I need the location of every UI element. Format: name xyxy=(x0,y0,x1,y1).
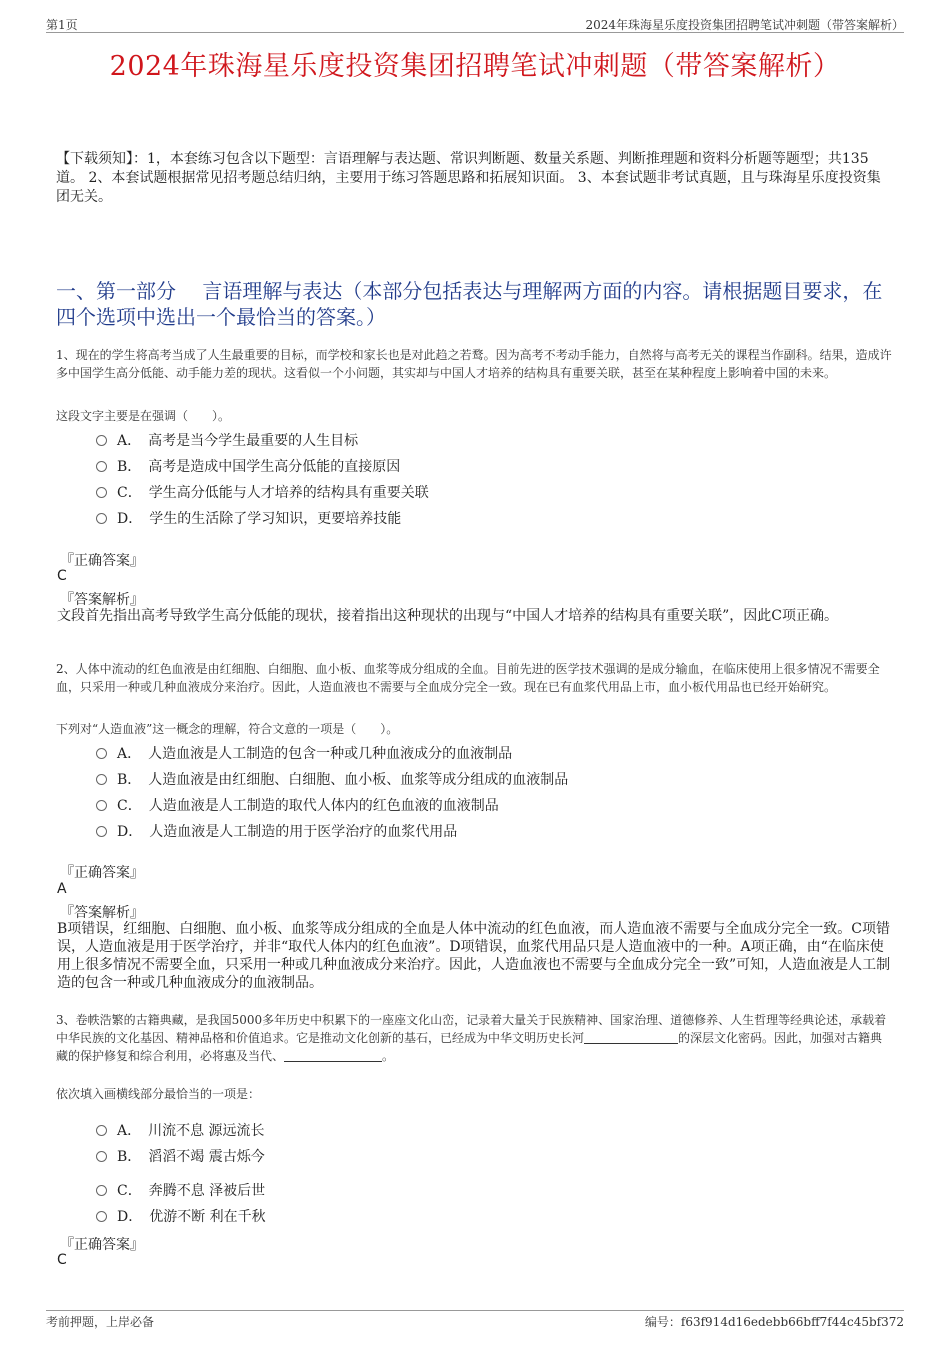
question-2-answer: A xyxy=(57,881,67,897)
question-3-answer: C xyxy=(57,1252,67,1268)
question-3-answer-label: 『正确答案』 xyxy=(60,1237,144,1253)
question-3-ask: 依次填入画横线部分最恰当的一项是： xyxy=(56,1087,261,1101)
radio-icon[interactable] xyxy=(96,826,107,837)
question-1-answer: C xyxy=(57,568,67,584)
question-2-option-a[interactable]: A． 人造血液是人工制造的包含一种或几种血液成分的血液制品 xyxy=(96,743,512,763)
footer-divider xyxy=(46,1310,904,1311)
radio-icon[interactable] xyxy=(96,1151,107,1162)
question-2-explanation-label: 『答案解析』 xyxy=(60,905,144,921)
radio-icon[interactable] xyxy=(96,513,107,524)
download-notice: 【下载须知】：1，本套练习包含以下题型：言语理解与表达题、常识判断题、数量关系题、判断推理题和资料分析题等题型；共135道。 2、本套试题根据常见招考题总结归纳，主要用于练习答题思路和拓展知识面。 3、本套试题非考试真题，且与珠海星乐度投资集团无关。 xyxy=(56,151,881,205)
question-2-option-c[interactable]: C． 人造血液是人工制造的取代人体内的红色血液的血液制品 xyxy=(96,795,499,815)
question-2-option-d[interactable]: D． 人造血液是人工制造的用于医学治疗的血浆代用品 xyxy=(96,821,457,841)
radio-icon[interactable] xyxy=(96,487,107,498)
question-1-explanation: 文段首先指出高考导致学生高分低能的现状，接着指出这种现状的出现与“中国人才培养的结构具有重要关联”，因此C项正确。 xyxy=(57,608,839,624)
radio-icon[interactable] xyxy=(96,1211,107,1222)
question-2-stem: 2、人体中流动的红色血液是由红细胞、白细胞、血小板、血浆等成分组成的全血。目前先进的医学技术强调的是成分输血，在临床使用上很多情况不需要全血，只采用一种或几种血液成分来治疗。因此，人造血液也不需要与全血成分完全一致。现在已有血浆代用品上市，血小板代用品也已经开始研究。 xyxy=(56,662,880,694)
question-1-stem: 1、现在的学生将高考当成了人生最重要的目标，而学校和家长也是对此趋之若鹜。因为高考不考动手能力，自然将与高考无关的课程当作副科。结果，造成许多中国学生高分低能、动手能力差的现状。这看似一个小问题，其实却与中国人才培养的结构具有重要关联，甚至在某种程度上影响着中国的未来。 xyxy=(56,348,892,380)
radio-icon[interactable] xyxy=(96,774,107,785)
question-3-option-d[interactable]: D． 优游不断 利在千秋 xyxy=(96,1206,266,1226)
question-3-option-c[interactable]: C． 奔腾不息 泽被后世 xyxy=(96,1180,265,1200)
question-2-option-b[interactable]: B． 人造血液是由红细胞、白细胞、血小板、血浆等成分组成的血液制品 xyxy=(96,769,568,789)
question-3-option-a[interactable]: A． 川流不息 源远流长 xyxy=(96,1120,265,1140)
radio-icon[interactable] xyxy=(96,748,107,759)
question-1-explanation-label: 『答案解析』 xyxy=(60,592,144,608)
question-1-answer-label: 『正确答案』 xyxy=(60,553,144,569)
fill-blank-2 xyxy=(284,1049,382,1062)
section-heading: 一、第一部分 言语理解与表达（本部分包括表达与理解两方面的内容。请根据题目要求，在四个选项中选出一个最恰当的答案。） xyxy=(56,279,883,329)
radio-icon[interactable] xyxy=(96,1185,107,1196)
radio-icon[interactable] xyxy=(96,800,107,811)
question-1-ask: 这段文字主要是在强调（ ）。 xyxy=(56,409,231,423)
question-2-explanation: B项错误，红细胞、白细胞、血小板、血浆等成分组成的全血是人体中流动的红色血液，而人造血液不需要与全血成分完全一致。C项错误，人造血液是用于医学治疗，并非“取代人体内的红色血液”。D项错误，血浆代用品只是人造血液中的一种。A项正确，由“在临床使用上很多情况不需要全血，只采用一种或几种血液成分来治疗。因此，人造血液也不需要与全血成分完全一致”可知，人造血液是人工制造的包含一种或几种血液成分的血液制品。 xyxy=(57,921,891,991)
page-number: 第1页 xyxy=(46,18,78,32)
question-3-option-b[interactable]: B． 滔滔不竭 震古烁今 xyxy=(96,1146,265,1166)
question-1-option-c[interactable]: C． 学生高分低能与人才培养的结构具有重要关联 xyxy=(96,482,429,502)
footer-slogan: 考前押题，上岸必备 xyxy=(46,1315,155,1329)
question-2-ask: 下列对“人造血液”这一概念的理解，符合文意的一项是（ ）。 xyxy=(56,722,399,736)
question-2-answer-label: 『正确答案』 xyxy=(60,865,144,881)
radio-icon[interactable] xyxy=(96,1125,107,1136)
radio-icon[interactable] xyxy=(96,461,107,472)
question-1-option-b[interactable]: B． 高考是造成中国学生高分低能的直接原因 xyxy=(96,456,400,476)
radio-icon[interactable] xyxy=(96,435,107,446)
question-1-option-a[interactable]: A． 高考是当今学生最重要的人生目标 xyxy=(96,430,358,450)
fill-blank-1 xyxy=(584,1031,678,1044)
footer-serial: 编号：f63f914d16edebb66bff7f44c45bf372 xyxy=(644,1315,904,1329)
header-doc-title: 2024年珠海星乐度投资集团招聘笔试冲刺题（带答案解析） xyxy=(585,18,904,32)
document-title: 2024年珠海星乐度投资集团招聘笔试冲刺题（带答案解析） xyxy=(109,51,841,82)
header-divider xyxy=(46,32,904,33)
question-1-option-d[interactable]: D． 学生的生活除了学习知识，更要培养技能 xyxy=(96,508,401,528)
question-3-stem: 3、卷帙浩繁的古籍典藏，是我国5000多年历史中积累下的一座座文化山峦，记录着大量关于民族精神、国家治理、道德修养、人生哲理等经典论述，承载着中华民族的文化基因、精神品格和价值追求。它是推动文化创新的基石，已经成为中华文明历史长河 的深层文化密码。因此，加强对古籍典藏的保护修复和综合利用，必将惠及当代、 。 xyxy=(56,1013,887,1063)
